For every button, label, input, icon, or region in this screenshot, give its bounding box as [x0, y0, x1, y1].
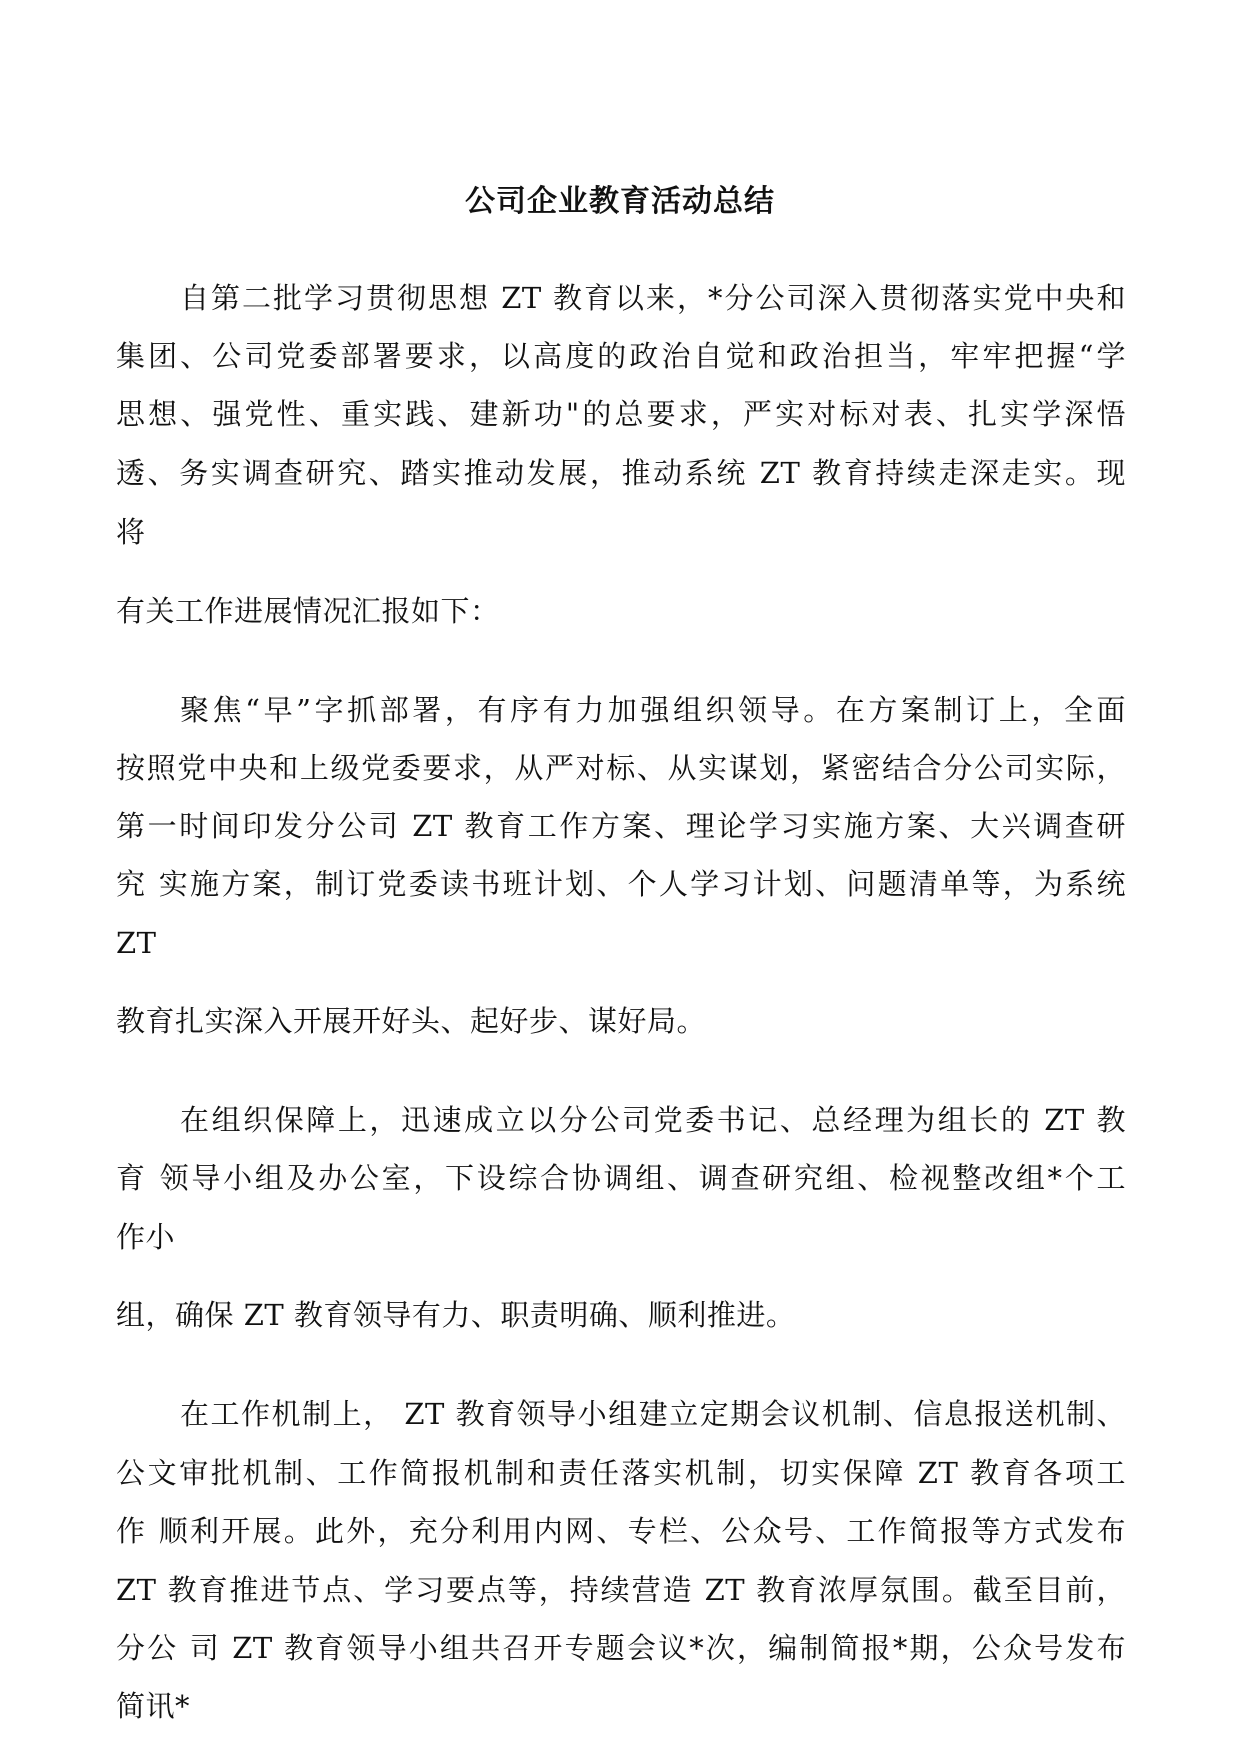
- paragraph-line: 组，确保 ZT 教育领导有力、职责明确、顺利推进。: [116, 1298, 796, 1332]
- paragraph-line: 究 实施方案，制订党委读书班计划、个人学习计划、问题清单等，为系统: [116, 867, 1126, 901]
- paragraph-line: 按照党中央和上级党委要求，从严对标、从实谋划，紧密结合分公司实际，: [116, 751, 1126, 785]
- paragraph-line: 作 顺利开展。此外，充分利用内网、专栏、公众号、工作简报等方式发布: [116, 1514, 1126, 1548]
- paragraph-line: ZT 教育推进节点、学习要点等，持续营造 ZT 教育浓厚氛围。截至目前，: [116, 1573, 1126, 1607]
- paragraph-line: 作小: [116, 1220, 176, 1254]
- paragraph-line: 有关工作进展情况汇报如下：: [116, 594, 500, 628]
- paragraph-line: 在工作机制上， ZT 教育领导小组建立定期会议机制、信息报送机制、: [180, 1397, 1126, 1431]
- paragraph-line: 自第二批学习贯彻思想 ZT 教育以来，*分公司深入贯彻落实党中央和: [180, 281, 1126, 315]
- paragraph-line: 育 领导小组及办公室，下设综合协调组、调查研究组、检视整改组*个工: [116, 1161, 1126, 1195]
- paragraph-line: ZT: [116, 926, 157, 960]
- paragraph-line: 分公 司 ZT 教育领导小组共召开专题会议*次，编制简报*期，公众号发布: [116, 1631, 1126, 1665]
- paragraph-line: 第一时间印发分公司 ZT 教育工作方案、理论学习实施方案、大兴调查研: [116, 809, 1126, 843]
- paragraph-line: 聚焦“早”字抓部署，有序有力加强组织领导。在方案制订上，全面: [180, 693, 1126, 727]
- paragraph-line: 教育扎实深入开展开好头、起好步、谋好局。: [116, 1004, 707, 1038]
- paragraph-line: 简讯*: [116, 1689, 191, 1723]
- paragraph-line: 集团、公司党委部署要求，以高度的政治自觉和政治担当，牢牢把握“学: [116, 339, 1126, 373]
- paragraph-line: 思想、强党性、重实践、建新功"的总要求，严实对标对表、扎实学深悟: [116, 397, 1126, 431]
- document-title: 公司企业教育活动总结: [465, 184, 775, 219]
- paragraph-line: 将: [116, 515, 146, 549]
- paragraph-line: 透、务实调查研究、踏实推动发展，推动系统 ZT 教育持续走深走实。现: [116, 456, 1126, 490]
- paragraph-line: 公文审批机制、工作简报机制和责任落实机制，切实保障 ZT 教育各项工: [116, 1456, 1126, 1490]
- paragraph-line: 在组织保障上，迅速成立以分公司党委书记、总经理为组长的 ZT 教: [180, 1103, 1126, 1137]
